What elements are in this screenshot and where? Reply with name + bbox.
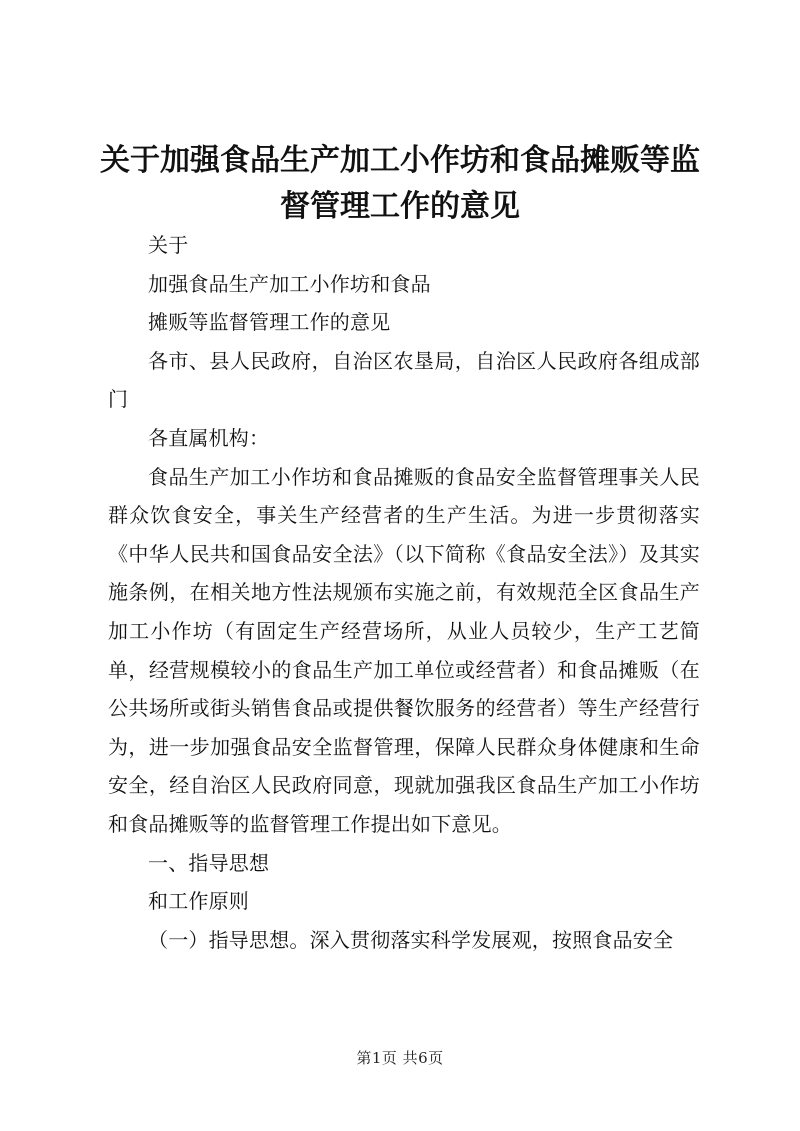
paragraph-4: 各市、县人民政府，自治区农垦局，自治区人民政府各组成部门 — [108, 348, 700, 412]
document-body — [108, 226, 700, 959]
paragraph-9: （一）指导思想。深入贯彻落实科学发展观，按照食品安全 — [148, 927, 674, 952]
paragraph-2: 加强食品生产加工小作坊和食品 — [148, 271, 431, 296]
document-title — [90, 138, 710, 230]
paragraph-8: 和工作原则 — [148, 889, 249, 914]
paragraph-7: 一、指导思想 — [148, 850, 270, 875]
paragraph-6: 食品生产加工小作坊和食品摊贩的食品安全监督管理事关人民群众饮食安全，事关生产经营者的生产生活。为进一步贯彻落实《中华人民共和国食品安全法》（以下简称《食品安全法》）及其实施条例，在相关地方性法规颁布实施之前，有效规范全区食品生产加工小作坊（有固定生产经营场所，从业人员较少，生产工艺简单，经营规模较小的食品生产加工单位或经营者）和食品摊贩（在公共场所或街头销售食品或提供餐饮服务的经营者）等生产经营行为，进一步加强食品安全监督管理，保障人民群众身体健康和生命安全，经自治区人民政府同意，现就加强我区食品生产加工小作坊和食品摊贩等的监督管理工作提出如下意见。 — [108, 464, 700, 836]
paragraph-5: 各直属机构： — [148, 425, 270, 450]
title-line-2: 督管理工作的意见 — [280, 189, 520, 224]
paragraph-3: 摊贩等监督管理工作的意见 — [148, 310, 391, 335]
title-line-1: 关于加强食品生产加工小作坊和食品摊贩等监 — [100, 143, 700, 178]
page-footer: 第1页 共6页 — [356, 1049, 444, 1067]
paragraph-1: 关于 — [148, 233, 189, 257]
